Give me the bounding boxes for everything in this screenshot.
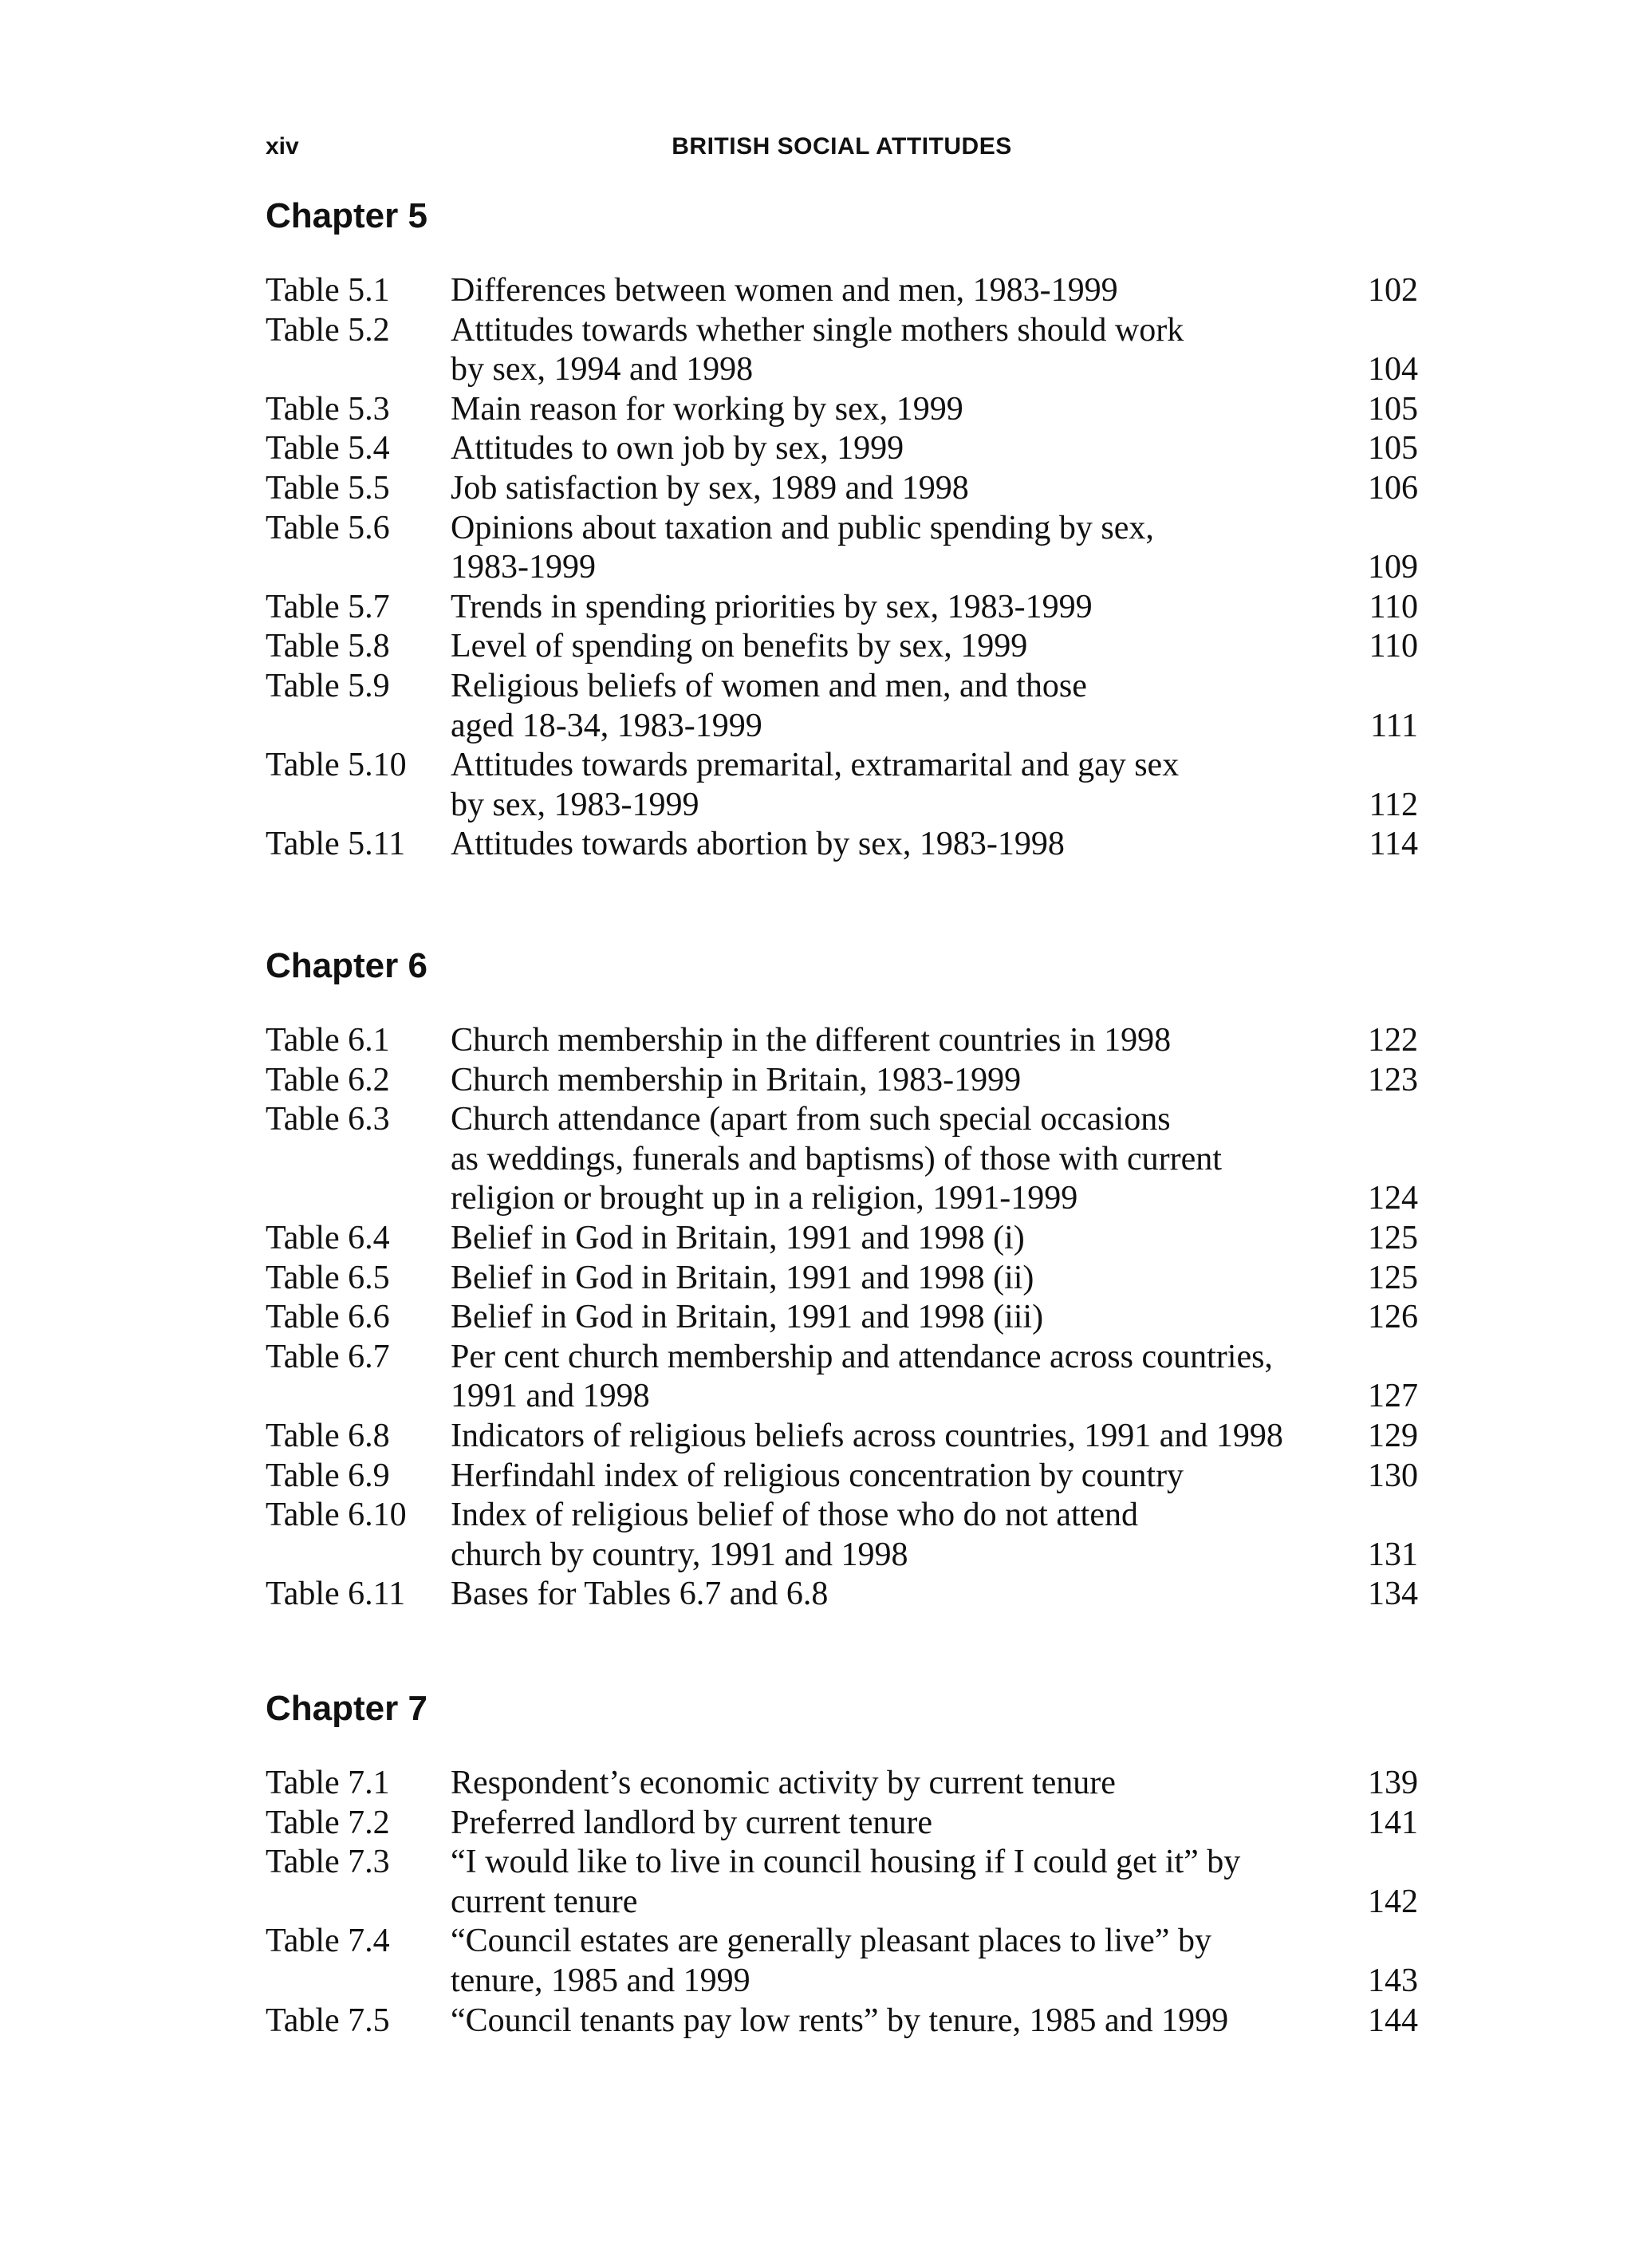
toc-entry [266,271,1418,311]
table-label: Table 6.6 [266,1299,390,1336]
toc-entry [266,1298,1418,1338]
caption-line: Index of religious belief of those who do not attend [451,1497,1138,1534]
page-reference: 105 [1368,430,1418,467]
table-list [266,1764,1418,2041]
toc-entry [266,1575,1418,1615]
table-caption [451,627,1348,667]
page-reference: 141 [1368,1804,1418,1841]
caption-line: Attitudes towards abortion by sex, 1983-1998 [451,826,1065,863]
caption-line: aged 18-34, 1983-1999 [451,707,762,744]
table-caption [451,1259,1348,1299]
toc-entry [266,1100,1418,1219]
page-reference: 129 [1368,1417,1418,1454]
toc-entry [266,588,1418,628]
chapter-heading: Chapter 6 [266,946,427,985]
page-reference: 104 [1368,351,1418,389]
toc-entry [266,1061,1418,1101]
caption-line: Belief in God in Britain, 1991 and 1998 (iii) [451,1299,1044,1336]
table-caption [451,1417,1348,1457]
toc-entry [266,627,1418,667]
table-label: Table 5.8 [266,628,390,665]
toc-entry [266,311,1418,390]
caption-line: by sex, 1983-1999 [451,786,699,823]
table-label: Table 6.5 [266,1259,390,1296]
table-caption [451,1219,1348,1259]
toc-entry [266,469,1418,509]
table-caption [451,1298,1348,1338]
caption-line: “Council estates are generally pleasant places to live” by [451,1923,1211,1960]
page-reference: 125 [1368,1219,1418,1256]
table-label: Table 5.3 [266,390,390,428]
table-caption [451,429,1348,469]
caption-line: “Council tenants pay low rents” by tenure, 1985 and 1999 [451,2002,1229,2039]
caption-line: Per cent church membership and attendance across countries, [451,1338,1273,1375]
caption-line: religion or brought up in a religion, 1991-1999 [451,1180,1078,1217]
caption-line: Belief in God in Britain, 1991 and 1998 (ii) [451,1259,1034,1296]
caption-line: Attitudes towards premarital, extramarital and gay sex [451,747,1180,784]
caption-line: by sex, 1994 and 1998 [451,351,754,389]
caption-line: Herfindahl index of religious concentration by country [451,1457,1184,1494]
page-reference: 134 [1368,1576,1418,1613]
caption-line: as weddings, funerals and baptisms) of those with current [451,1140,1222,1177]
table-caption [451,390,1348,430]
table-caption [451,1338,1348,1417]
table-label: Table 7.4 [266,1923,390,1960]
table-label: Table 6.9 [266,1457,390,1494]
caption-line: Attitudes towards whether single mothers should work [451,311,1184,349]
chapter-6-section [266,941,1418,1615]
page-reference: 106 [1368,469,1418,507]
toc-entry [266,429,1418,469]
table-caption [451,1061,1348,1101]
page-number: xiv [266,133,299,160]
caption-line: Belief in God in Britain, 1991 and 1998 (i) [451,1219,1025,1256]
table-label: Table 6.10 [266,1497,407,1534]
toc-entry [266,2002,1418,2041]
toc-entry [266,390,1418,430]
table-label: Table 6.11 [266,1576,406,1613]
page-reference: 122 [1368,1022,1418,1059]
table-caption [451,1922,1348,2001]
table-caption [451,1457,1348,1497]
table-caption [451,1021,1348,1061]
table-caption [451,311,1348,390]
table-caption [451,1575,1348,1615]
caption-line: “I would like to live in council housing if I could get it” by [451,1844,1241,1881]
toc-entry [266,746,1418,825]
caption-line: Indicators of religious beliefs across countries, 1991 and 1998 [451,1417,1283,1454]
page-reference: 124 [1368,1180,1418,1217]
chapter-5-section [266,191,1418,865]
page-reference: 109 [1368,549,1418,586]
table-label: Table 6.8 [266,1417,390,1454]
table-caption [451,1100,1348,1219]
table-caption [451,588,1348,628]
page-reference: 126 [1368,1299,1418,1336]
toc-entry [266,1021,1418,1061]
table-label: Table 6.3 [266,1101,390,1138]
page-reference: 102 [1368,272,1418,309]
table-label: Table 6.7 [266,1338,390,1375]
caption-line: Main reason for working by sex, 1999 [451,390,963,428]
page-reference: 105 [1368,390,1418,428]
table-label: Table 5.2 [266,311,390,349]
page-reference: 139 [1368,1765,1418,1801]
page-reference: 125 [1368,1259,1418,1296]
caption-line: Respondent’s economic activity by current tenure [451,1765,1116,1801]
table-caption [451,2002,1348,2041]
toc-entry [266,825,1418,865]
page-reference: 127 [1368,1378,1418,1415]
caption-line: Church membership in Britain, 1983-1999 [451,1061,1022,1099]
table-label: Table 6.2 [266,1061,390,1099]
table-label: Table 6.4 [266,1219,390,1256]
caption-line: Attitudes to own job by sex, 1999 [451,430,904,467]
table-caption [451,825,1348,865]
running-head [266,133,1418,168]
toc-entry [266,667,1418,746]
chapter-heading: Chapter 7 [266,1689,427,1728]
page-reference: 112 [1369,786,1418,823]
table-label: Table 5.11 [266,826,406,863]
table-caption [451,469,1348,509]
table-label: Table 5.1 [266,272,390,309]
caption-line: tenure, 1985 and 1999 [451,1962,750,1999]
page-reference: 131 [1368,1536,1418,1573]
table-caption [451,509,1348,588]
table-label: Table 7.5 [266,2002,390,2039]
table-list [266,271,1418,865]
table-caption [451,746,1348,825]
table-caption [451,667,1348,746]
caption-line: Opinions about taxation and public spending by sex, [451,509,1154,546]
caption-line: Trends in spending priorities by sex, 1983-1999 [451,588,1093,625]
caption-line: Level of spending on benefits by sex, 1999 [451,628,1028,665]
table-label: Table 5.7 [266,588,390,625]
book-title: BRITISH SOCIAL ATTITUDES [672,133,1012,160]
toc-entry [266,1259,1418,1299]
page-reference: 114 [1369,826,1418,863]
caption-line: Differences between women and men, 1983-1999 [451,272,1118,309]
table-caption [451,1804,1348,1844]
table-label: Table 7.2 [266,1804,390,1841]
table-label: Table 5.5 [266,469,390,507]
page-reference: 111 [1370,707,1418,744]
table-label: Table 5.4 [266,430,390,467]
table-caption [451,1496,1348,1575]
page-reference: 110 [1369,588,1418,625]
table-caption [451,1764,1348,1804]
toc-entry [266,1338,1418,1417]
caption-line: church by country, 1991 and 1998 [451,1536,908,1573]
table-label: Table 5.6 [266,509,390,546]
toc-entry [266,1417,1418,1457]
toc-entry [266,509,1418,588]
toc-entry [266,1764,1418,1804]
table-list [266,1021,1418,1615]
caption-line: Job satisfaction by sex, 1989 and 1998 [451,469,969,507]
page-reference: 130 [1368,1457,1418,1494]
page-reference: 142 [1368,1883,1418,1920]
table-label: Table 7.1 [266,1765,390,1801]
toc-entry [266,1219,1418,1259]
table-label: Table 5.10 [266,747,407,784]
caption-line: Religious beliefs of women and men, and those [451,667,1087,704]
toc-entry [266,1843,1418,1922]
table-label: Table 5.9 [266,667,390,704]
chapter-7-section [266,1684,1418,2041]
caption-line: 1983-1999 [451,549,596,586]
table-caption [451,1843,1348,1922]
table-caption [451,271,1348,311]
toc-entry [266,1922,1418,2001]
caption-line: Church attendance (apart from such special occasions [451,1101,1171,1138]
toc-entry [266,1804,1418,1844]
chapter-heading: Chapter 5 [266,196,427,235]
page-reference: 110 [1369,628,1418,665]
toc-entry [266,1496,1418,1575]
page-reference: 143 [1368,1962,1418,1999]
caption-line: 1991 and 1998 [451,1378,650,1415]
caption-line: current tenure [451,1883,638,1920]
caption-line: Church membership in the different countries in 1998 [451,1022,1172,1059]
table-label: Table 6.1 [266,1022,390,1059]
caption-line: Preferred landlord by current tenure [451,1804,933,1841]
table-label: Table 7.3 [266,1844,390,1881]
caption-line: Bases for Tables 6.7 and 6.8 [451,1576,829,1613]
toc-entry [266,1457,1418,1497]
page-reference: 123 [1368,1061,1418,1099]
page-reference: 144 [1368,2002,1418,2039]
